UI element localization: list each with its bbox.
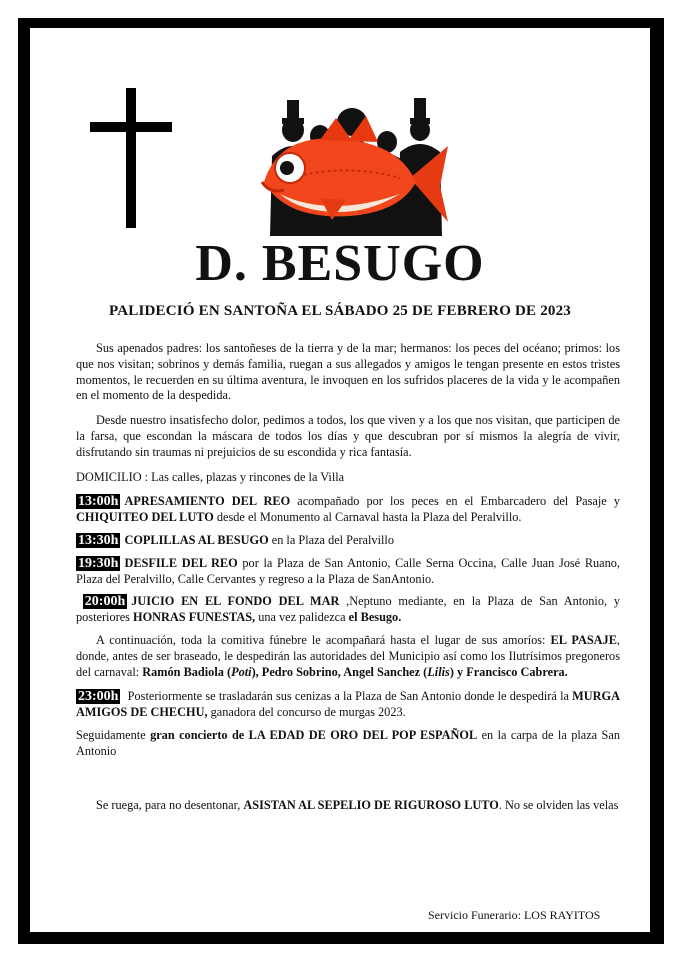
time-badge: 13:30h [78,532,119,548]
event-2300: 23:00h Posteriormente se trasladarán sus cenizas a la Plaza de San Antonio donde le despedirá la MURGA AMIGOS DE CHECHU, ganadora del concurso de murgas 2023. [76,689,620,720]
notice-body [76,341,620,822]
paragraph-family: Sus apenados padres: los santoñeses de la tierra y de la mar; hermanos: los peces del océano; primos: los que nos visitan; sobrinos y demás familia, ruegan a sus allegados y amigos le tengan presente en estos tristes momentos, le recuerden en su última aventura, le invoquen en los sufridos placeres de la vida y le acompañen en el momento de la despedida. [76,341,620,403]
time-badge: 20:00h [84,594,126,610]
paragraph-invitation: Desde nuestro insatisfecho dolor, pedimos a todos, los que viven y a los que nos visitan, que participen de la farsa, que escondan la máscara de todos los días y que descubran por sí mismos la alegría de vivir, disfrutando sin traumas ni prejuicios de su escondida y rica fantasía. [76,413,620,459]
paragraph-dress-code: Se ruega, para no desentonar, ASISTAN AL SEPELIO DE RIGUROSO LUTO. No se olviden las velas [96,797,619,812]
fish-mourners-emblem [250,86,450,236]
time-badge: 23:00h [78,689,119,705]
event-1930: 19:30h DESFILE DEL REO por la Plaza de San Antonio, Calle Serna Occina, Calle Juan José Ruano, Plaza del Peralvillo, Calle Cervantes y regreso a la Plaza de SanAntonio. [76,555,620,586]
time-badge: 13:00h [78,494,119,510]
page-title: D. BESUGO [195,235,485,292]
page-border [18,18,664,944]
event-2000: 20:00h JUICIO EN EL FONDO DEL MAR ,Neptuno mediante, en la Plaza de San Antonio, y posteriores HONRAS FUNESTAS, una vez palidezca el Besugo. [76,594,621,625]
funeral-service-credit: Servicio Funerario: LOS RAYITOS [428,908,601,922]
paragraph-pasaje: A continuación, toda la comitiva fúnebre le acompañará hasta el lugar de sus amoríos: EL PASAJE, donde, antes de ser braseado, le despedirán las autoridades del Municipio así como los Ilutrísimos pregoneros del carnaval: Ramón Badiola (Poti), Pedro Sobrino, Angel Sanchez (Lilis) y Francisco Cabrera. [76,632,620,679]
event-1330: 13:30h COPLILLAS AL BESUGO en la Plaza del Peralvillo [78,532,394,548]
obituary-notice [30,28,650,932]
date-subtitle: PALIDECIÓ EN SANTOÑA EL SÁBADO 25 DE FEBRERO DE 2023 [108,303,571,319]
time-badge: 19:30h [78,555,119,571]
paragraph-concert: Seguidamente gran concierto de LA EDAD DE ORO DEL POP ESPAÑOL en la carpa de la plaza San Antonio [76,727,620,758]
domicilio-line: DOMICILIO : Las calles, plazas y rincones de la Villa [76,469,345,484]
event-1300: 13:00h APRESAMIENTO DEL REO acompañado por los peces en el Embarcadero del Pasaje y CHIQUITEO DEL LUTO desde el Monumento al Carnaval hasta la Plaza del Peralvillo. [76,494,620,525]
cross-icon [90,88,172,228]
